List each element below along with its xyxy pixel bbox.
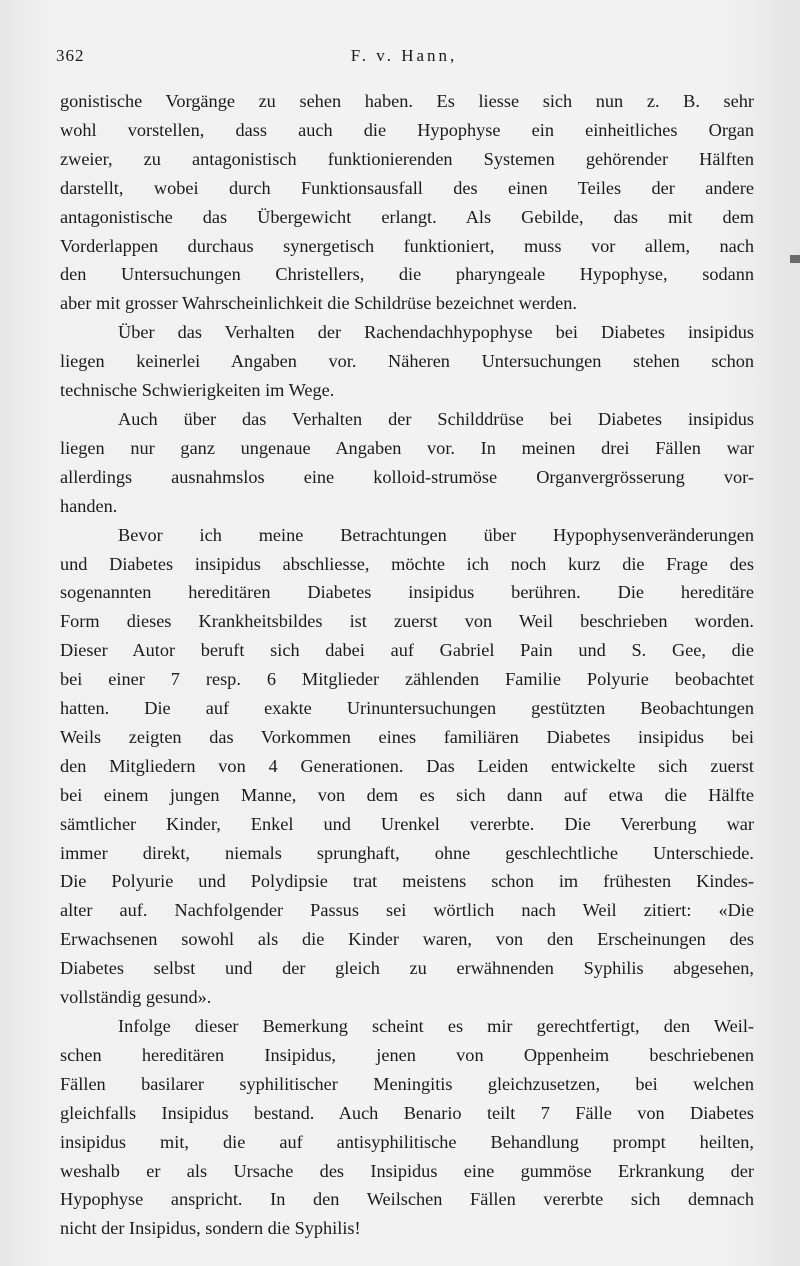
text-line: schen hereditären Insipidus, jenen von Oppenheim beschriebenen (60, 1044, 754, 1065)
paragraph-start-line: Bevor ich meine Betrachtungen über Hypophysenveränderungen (118, 524, 754, 545)
text-line: zweier, zu antagonistisch funktionierenden Systemen gehörender Hälften (60, 148, 754, 169)
text-line: technische Schwierigkeiten im Wege. (60, 380, 335, 401)
text-line: und Diabetes insipidus abschliesse, möchte ich noch kurz die Frage des (60, 553, 754, 574)
text-line: Dieser Autor beruft sich dabei auf Gabriel Pain und S. Gee, die (60, 640, 754, 661)
text-line: Vorderlappen durchaus synergetisch funktioniert, muss vor allem, nach (60, 235, 754, 256)
text-line: weshalb er als Ursache des Insipidus eine gummöse Erkrankung der (60, 1160, 754, 1181)
text-line: Fällen basilarer syphilitischer Meningitis gleichzusetzen, bei welchen (60, 1073, 754, 1094)
text-line: alter auf. Nachfolgender Passus sei wörtlich nach Weil zitiert: «Die (60, 900, 754, 921)
text-line: den Untersuchungen Christellers, die pharyngeale Hypophyse, sodann (60, 264, 754, 285)
text-line: gleichfalls Insipidus bestand. Auch Benario teilt 7 Fälle von Diabetes (60, 1102, 754, 1123)
scan-edge-mark (790, 255, 800, 263)
text-line: liegen keinerlei Angaben vor. Näheren Untersuchungen stehen schon (60, 351, 754, 372)
text-line: antagonistische das Übergewicht erlangt. Als Gebilde, das mit dem (60, 206, 754, 227)
text-line: sogenannten hereditären Diabetes insipidus berühren. Die hereditäre (60, 582, 754, 603)
paragraph-start-line: Auch über das Verhalten der Schilddrüse bei Diabetes insipidus (118, 408, 754, 429)
text-line: immer direkt, niemals sprunghaft, ohne geschlechtliche Unterschiede. (60, 842, 754, 863)
text-line: bei einem jungen Manne, von dem es sich dann auf etwa die Hälfte (60, 784, 754, 805)
text-line: Die Polyurie und Polydipsie trat meistens schon im frühesten Kindes- (60, 871, 754, 892)
text-line: insipidus mit, die auf antisyphilitische Behandlung prompt heilten, (60, 1131, 754, 1152)
text-line: vollständig gesund». (60, 987, 212, 1008)
text-line: Weils zeigten das Vorkommen eines familiären Diabetes insipidus bei (60, 726, 754, 747)
running-title: F. v. Hann, (350, 46, 458, 65)
text-line: darstellt, wobei durch Funktionsausfall des einen Teiles der andere (60, 177, 754, 198)
body-text (60, 87, 754, 1243)
text-line: allerdings ausnahmslos eine kolloid-strumöse Organvergrösserung vor- (60, 466, 754, 487)
text-line: aber mit grosser Wahrscheinlichkeit die Schildrüse bezeichnet werden. (60, 293, 577, 314)
page-header (56, 46, 752, 76)
text-line: Hypophyse anspricht. In den Weilschen Fällen vererbte sich demnach (60, 1189, 754, 1210)
text-line: Diabetes selbst und der gleich zu erwähnenden Syphilis abgesehen, (60, 958, 754, 979)
text-line: wohl vorstellen, dass auch die Hypophyse ein einheitliches Organ (60, 119, 754, 140)
text-line: hatten. Die auf exakte Urinuntersuchungen gestützten Beobachtungen (60, 698, 754, 719)
text-line: gonistische Vorgänge zu sehen haben. Es liesse sich nun z. B. sehr (60, 91, 754, 111)
text-line: nicht der Insipidus, sondern die Syphilis! (60, 1218, 361, 1239)
text-line: Form dieses Krankheitsbildes ist zuerst von Weil beschrieben worden. (60, 611, 754, 632)
text-line: handen. (60, 495, 118, 516)
text-line: liegen nur ganz ungenaue Angaben vor. In meinen drei Fällen war (60, 437, 754, 458)
paragraph-start-line: Infolge dieser Bemerkung scheint es mir gerechtfertigt, den Weil- (118, 1016, 754, 1036)
paragraph-start-line: Über das Verhalten der Rachendachhypophyse bei Diabetes insipidus (118, 322, 754, 343)
text-line: den Mitgliedern von 4 Generationen. Das Leiden entwickelte sich zuerst (60, 755, 754, 776)
text-line: bei einer 7 resp. 6 Mitglieder zählenden Familie Polyurie beobachtet (60, 669, 754, 690)
text-line: Erwachsenen sowohl als die Kinder waren, von den Erscheinungen des (60, 929, 754, 950)
text-line: sämtlicher Kinder, Enkel und Urenkel vererbte. Die Vererbung war (60, 813, 754, 834)
page-number: 362 (56, 46, 85, 65)
